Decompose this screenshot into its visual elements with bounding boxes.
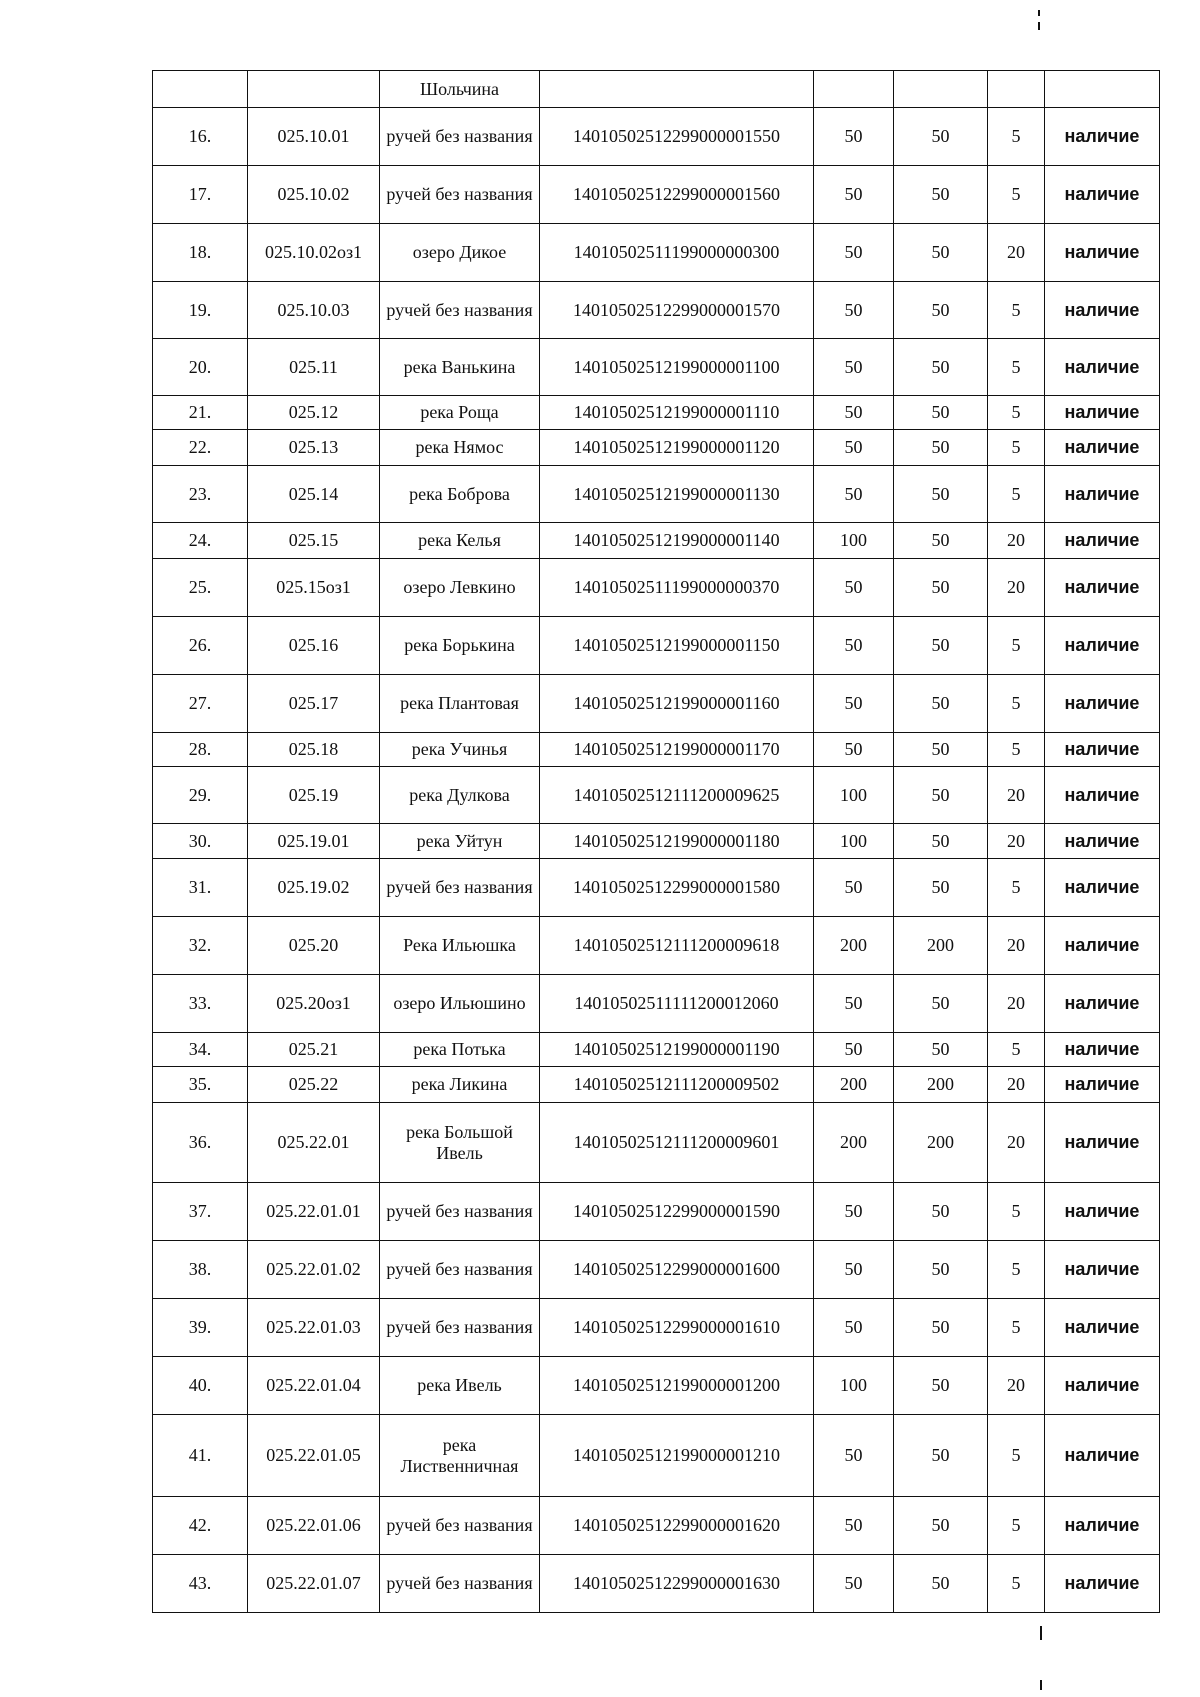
cell-value-3: 20 bbox=[988, 917, 1045, 975]
cell-status: наличие bbox=[1045, 824, 1160, 859]
cell-name: Река Ильюшка bbox=[380, 917, 540, 975]
cell-value-2: 50 bbox=[894, 559, 988, 617]
table-row bbox=[153, 917, 1160, 975]
cell-name: река Плантовая bbox=[380, 675, 540, 733]
table-row bbox=[153, 1067, 1160, 1103]
cell-value-2: 50 bbox=[894, 1497, 988, 1555]
cell-value-2: 50 bbox=[894, 1241, 988, 1299]
cell-number: 24. bbox=[153, 523, 248, 559]
cell-registry-id: 14010502512199000001120 bbox=[540, 430, 814, 466]
cell-value-2: 50 bbox=[894, 166, 988, 224]
cell-number: 20. bbox=[153, 339, 248, 396]
cell-status: наличие bbox=[1045, 339, 1160, 396]
cell-code: 025.22.01.04 bbox=[248, 1357, 380, 1415]
cell-status: наличие bbox=[1045, 1497, 1160, 1555]
cell-value-3: 5 bbox=[988, 466, 1045, 523]
cell-code: 025.16 bbox=[248, 617, 380, 675]
cell-name: река Большой Ивель bbox=[380, 1103, 540, 1183]
table-row bbox=[153, 166, 1160, 224]
cell-value-1: 100 bbox=[814, 824, 894, 859]
cell-value-2: 50 bbox=[894, 1415, 988, 1497]
cell-value-2: 50 bbox=[894, 975, 988, 1033]
cell-name: Шольчина bbox=[380, 71, 540, 108]
scan-margin-mark bbox=[1040, 1680, 1042, 1690]
table-row bbox=[153, 339, 1160, 396]
cell-registry-id: 14010502512299000001620 bbox=[540, 1497, 814, 1555]
cell-code: 025.19 bbox=[248, 767, 380, 824]
table-row bbox=[153, 859, 1160, 917]
cell-number: 42. bbox=[153, 1497, 248, 1555]
cell-status: наличие bbox=[1045, 917, 1160, 975]
cell-value-1: 200 bbox=[814, 917, 894, 975]
cell-value-3: 20 bbox=[988, 559, 1045, 617]
cell-code: 025.15 bbox=[248, 523, 380, 559]
cell-name: ручей без названия bbox=[380, 1299, 540, 1357]
cell-name: озеро Дикое bbox=[380, 224, 540, 282]
cell-registry-id: 14010502512111200009625 bbox=[540, 767, 814, 824]
cell-number: 40. bbox=[153, 1357, 248, 1415]
cell-value-3: 20 bbox=[988, 224, 1045, 282]
cell-number: 22. bbox=[153, 430, 248, 466]
cell-value-1: 50 bbox=[814, 1555, 894, 1613]
cell-registry-id: 14010502512299000001550 bbox=[540, 108, 814, 166]
cell-value-2: 50 bbox=[894, 767, 988, 824]
cell-name: озеро Левкино bbox=[380, 559, 540, 617]
cell-code: 025.18 bbox=[248, 733, 380, 767]
cell-value-1: 50 bbox=[814, 1033, 894, 1067]
cell-value-2: 50 bbox=[894, 824, 988, 859]
cell-name: река Уйтун bbox=[380, 824, 540, 859]
table-row bbox=[153, 396, 1160, 430]
table-row bbox=[153, 1241, 1160, 1299]
cell-name: река Нямос bbox=[380, 430, 540, 466]
cell-value-1: 50 bbox=[814, 224, 894, 282]
cell-value-1: 50 bbox=[814, 430, 894, 466]
cell-value-3: 5 bbox=[988, 675, 1045, 733]
cell-number: 33. bbox=[153, 975, 248, 1033]
cell-registry-id: 14010502512299000001600 bbox=[540, 1241, 814, 1299]
cell-registry-id: 14010502511199000000300 bbox=[540, 224, 814, 282]
cell-value-1: 100 bbox=[814, 523, 894, 559]
cell-registry-id: 14010502512199000001150 bbox=[540, 617, 814, 675]
cell-value-1: 50 bbox=[814, 559, 894, 617]
cell-code: 025.22 bbox=[248, 1067, 380, 1103]
cell-code: 025.12 bbox=[248, 396, 380, 430]
cell-code: 025.22.01.05 bbox=[248, 1415, 380, 1497]
cell-status: наличие bbox=[1045, 1415, 1160, 1497]
cell-value-3: 5 bbox=[988, 859, 1045, 917]
table-row bbox=[153, 1103, 1160, 1183]
table-row bbox=[153, 675, 1160, 733]
cell-number: 27. bbox=[153, 675, 248, 733]
cell-registry-id: 14010502512111200009618 bbox=[540, 917, 814, 975]
cell-code: 025.14 bbox=[248, 466, 380, 523]
cell-value-2: 50 bbox=[894, 466, 988, 523]
cell-value-3: 20 bbox=[988, 767, 1045, 824]
cell-status: наличие bbox=[1045, 1357, 1160, 1415]
cell-code: 025.13 bbox=[248, 430, 380, 466]
cell-status: наличие bbox=[1045, 617, 1160, 675]
cell-value-1: 50 bbox=[814, 1183, 894, 1241]
cell-name: река Ивель bbox=[380, 1357, 540, 1415]
cell-status: наличие bbox=[1045, 1103, 1160, 1183]
cell-name: река Роща bbox=[380, 396, 540, 430]
table-row bbox=[153, 733, 1160, 767]
cell-value-2: 50 bbox=[894, 1555, 988, 1613]
cell-registry-id: 14010502511199000000370 bbox=[540, 559, 814, 617]
cell-registry-id: 14010502512199000001210 bbox=[540, 1415, 814, 1497]
cell-code: 025.11 bbox=[248, 339, 380, 396]
cell-value-2: 50 bbox=[894, 1033, 988, 1067]
cell-code: 025.19.01 bbox=[248, 824, 380, 859]
cell-code: 025.20 bbox=[248, 917, 380, 975]
cell-value-1: 200 bbox=[814, 1067, 894, 1103]
cell-code: 025.22.01.01 bbox=[248, 1183, 380, 1241]
cell-value-3: 5 bbox=[988, 108, 1045, 166]
cell-registry-id: 14010502512111200009502 bbox=[540, 1067, 814, 1103]
cell-status: наличие bbox=[1045, 1033, 1160, 1067]
scan-margin-mark bbox=[1040, 1626, 1042, 1640]
table-row bbox=[153, 1415, 1160, 1497]
cell-value-2: 50 bbox=[894, 430, 988, 466]
cell-value-3: 5 bbox=[988, 1183, 1045, 1241]
cell-value-1: 50 bbox=[814, 282, 894, 339]
cell-value-3: 5 bbox=[988, 339, 1045, 396]
cell-status: наличие bbox=[1045, 282, 1160, 339]
cell-registry-id: 14010502512299000001630 bbox=[540, 1555, 814, 1613]
table-row bbox=[153, 1033, 1160, 1067]
cell-registry-id: 14010502512299000001580 bbox=[540, 859, 814, 917]
cell-name: ручей без названия bbox=[380, 1497, 540, 1555]
table-row bbox=[153, 1497, 1160, 1555]
cell-number: 18. bbox=[153, 224, 248, 282]
cell-number: 41. bbox=[153, 1415, 248, 1497]
cell-code: 025.15оз1 bbox=[248, 559, 380, 617]
cell-number: 35. bbox=[153, 1067, 248, 1103]
cell-code: 025.22.01.07 bbox=[248, 1555, 380, 1613]
cell-registry-id: 14010502512299000001610 bbox=[540, 1299, 814, 1357]
cell-value-2: 50 bbox=[894, 1357, 988, 1415]
cell-value-3: 5 bbox=[988, 1033, 1045, 1067]
cell-value-3: 20 bbox=[988, 1103, 1045, 1183]
table-row bbox=[153, 108, 1160, 166]
cell-value-1: 100 bbox=[814, 767, 894, 824]
cell-registry-id: 14010502512199000001190 bbox=[540, 1033, 814, 1067]
cell-status: наличие bbox=[1045, 1183, 1160, 1241]
cell-value-2: 50 bbox=[894, 1183, 988, 1241]
cell-code: 025.10.02 bbox=[248, 166, 380, 224]
cell-name: река Ванькина bbox=[380, 339, 540, 396]
cell-name: ручей без названия bbox=[380, 166, 540, 224]
table-row bbox=[153, 824, 1160, 859]
cell-number: 39. bbox=[153, 1299, 248, 1357]
cell-code: 025.22.01 bbox=[248, 1103, 380, 1183]
cell-registry-id: 14010502512199000001160 bbox=[540, 675, 814, 733]
cell-value-3: 20 bbox=[988, 1357, 1045, 1415]
cell-name: озеро Ильюшино bbox=[380, 975, 540, 1033]
cell-value-3: 5 bbox=[988, 1555, 1045, 1613]
cell-registry-id: 14010502511111200012060 bbox=[540, 975, 814, 1033]
cell-value-2: 50 bbox=[894, 733, 988, 767]
cell-value-2: 50 bbox=[894, 617, 988, 675]
cell-registry-id: 14010502512299000001590 bbox=[540, 1183, 814, 1241]
cell-status: наличие bbox=[1045, 523, 1160, 559]
table-row bbox=[153, 430, 1160, 466]
cell-status: наличие bbox=[1045, 1299, 1160, 1357]
cell-status: наличие bbox=[1045, 108, 1160, 166]
cell-code: 025.17 bbox=[248, 675, 380, 733]
cell-value-1: 50 bbox=[814, 1241, 894, 1299]
cell-registry-id: 14010502512199000001180 bbox=[540, 824, 814, 859]
cell-name: река Ликина bbox=[380, 1067, 540, 1103]
cell-code: 025.10.01 bbox=[248, 108, 380, 166]
cell-status: наличие bbox=[1045, 859, 1160, 917]
scan-margin-mark bbox=[1038, 22, 1040, 30]
cell-registry-id: 14010502512199000001140 bbox=[540, 523, 814, 559]
cell-name: ручей без названия bbox=[380, 1555, 540, 1613]
cell-value-3: 5 bbox=[988, 282, 1045, 339]
cell-value-1: 50 bbox=[814, 733, 894, 767]
cell-name: ручей без названия bbox=[380, 1183, 540, 1241]
cell-code: 025.20оз1 bbox=[248, 975, 380, 1033]
table-row bbox=[153, 523, 1160, 559]
cell-number: 30. bbox=[153, 824, 248, 859]
cell-value-2: 50 bbox=[894, 282, 988, 339]
cell-code: 025.19.02 bbox=[248, 859, 380, 917]
cell-code: 025.21 bbox=[248, 1033, 380, 1067]
cell-status: наличие bbox=[1045, 224, 1160, 282]
cell-value-3: 5 bbox=[988, 166, 1045, 224]
cell-value-2: 50 bbox=[894, 523, 988, 559]
cell-registry-id: 14010502512199000001100 bbox=[540, 339, 814, 396]
cell-value-1: 50 bbox=[814, 859, 894, 917]
table-row bbox=[153, 224, 1160, 282]
cell-registry-id: 14010502512199000001110 bbox=[540, 396, 814, 430]
cell-value-3: 5 bbox=[988, 1299, 1045, 1357]
cell-value-1: 50 bbox=[814, 617, 894, 675]
cell-number: 38. bbox=[153, 1241, 248, 1299]
cell-value-3: 5 bbox=[988, 1241, 1045, 1299]
cell-status: наличие bbox=[1045, 767, 1160, 824]
table-row bbox=[153, 282, 1160, 339]
cell-value-1: 50 bbox=[814, 396, 894, 430]
cell-value-3: 20 bbox=[988, 1067, 1045, 1103]
cell-name: река Лиственничная bbox=[380, 1415, 540, 1497]
table-row bbox=[153, 1555, 1160, 1613]
cell-code: 025.10.03 bbox=[248, 282, 380, 339]
cell-value-2: 200 bbox=[894, 1103, 988, 1183]
cell-registry-id: 14010502512199000001170 bbox=[540, 733, 814, 767]
cell-number: 43. bbox=[153, 1555, 248, 1613]
cell-value-2: 50 bbox=[894, 396, 988, 430]
cell-name: ручей без названия bbox=[380, 859, 540, 917]
cell-value-1: 50 bbox=[814, 1497, 894, 1555]
cell-registry-id: 14010502512199000001200 bbox=[540, 1357, 814, 1415]
cell-value-3: 5 bbox=[988, 1497, 1045, 1555]
cell-value-3: 5 bbox=[988, 396, 1045, 430]
cell-status: наличие bbox=[1045, 1555, 1160, 1613]
cell-number: 17. bbox=[153, 166, 248, 224]
cell-value-3: 20 bbox=[988, 523, 1045, 559]
cell-registry-id: 14010502512199000001130 bbox=[540, 466, 814, 523]
table-row bbox=[153, 466, 1160, 523]
cell-name: река Боброва bbox=[380, 466, 540, 523]
cell-value-2: 200 bbox=[894, 1067, 988, 1103]
cell-value-3: 5 bbox=[988, 617, 1045, 675]
cell-status: наличие bbox=[1045, 1241, 1160, 1299]
cell-number: 34. bbox=[153, 1033, 248, 1067]
cell-name: река Учинья bbox=[380, 733, 540, 767]
cell-number: 25. bbox=[153, 559, 248, 617]
cell-status: наличие bbox=[1045, 675, 1160, 733]
cell-status: наличие bbox=[1045, 733, 1160, 767]
cell-name: ручей без названия bbox=[380, 108, 540, 166]
cell-status: наличие bbox=[1045, 975, 1160, 1033]
cell-value-2: 50 bbox=[894, 859, 988, 917]
table-row bbox=[153, 1183, 1160, 1241]
cell-value-2: 50 bbox=[894, 1299, 988, 1357]
cell-status: наличие bbox=[1045, 430, 1160, 466]
cell-value-1: 50 bbox=[814, 339, 894, 396]
cell-number: 29. bbox=[153, 767, 248, 824]
cell-status: наличие bbox=[1045, 559, 1160, 617]
cell-number: 28. bbox=[153, 733, 248, 767]
cell-number: 16. bbox=[153, 108, 248, 166]
table-row-continuation bbox=[153, 71, 1160, 108]
cell-value-3: 5 bbox=[988, 733, 1045, 767]
cell-code: 025.22.01.02 bbox=[248, 1241, 380, 1299]
cell-value-2: 50 bbox=[894, 339, 988, 396]
cell-status: наличие bbox=[1045, 166, 1160, 224]
cell-name: ручей без названия bbox=[380, 1241, 540, 1299]
cell-number: 32. bbox=[153, 917, 248, 975]
cell-value-2: 50 bbox=[894, 224, 988, 282]
cell-value-3: 5 bbox=[988, 1415, 1045, 1497]
cell-number: 31. bbox=[153, 859, 248, 917]
cell-registry-id: 14010502512299000001570 bbox=[540, 282, 814, 339]
cell-name: ручей без названия bbox=[380, 282, 540, 339]
cell-code: 025.10.02оз1 bbox=[248, 224, 380, 282]
table-row bbox=[153, 559, 1160, 617]
cell-number: 37. bbox=[153, 1183, 248, 1241]
water-objects-table bbox=[152, 70, 1160, 1613]
cell-value-3: 20 bbox=[988, 975, 1045, 1033]
cell-number: 19. bbox=[153, 282, 248, 339]
cell-value-1: 50 bbox=[814, 166, 894, 224]
cell-value-3: 5 bbox=[988, 430, 1045, 466]
cell-value-1: 100 bbox=[814, 1357, 894, 1415]
cell-name: река Келья bbox=[380, 523, 540, 559]
table-row bbox=[153, 1357, 1160, 1415]
cell-value-2: 50 bbox=[894, 675, 988, 733]
cell-name: река Дулкова bbox=[380, 767, 540, 824]
cell-registry-id: 14010502512299000001560 bbox=[540, 166, 814, 224]
cell-number: 21. bbox=[153, 396, 248, 430]
cell-name: река Потька bbox=[380, 1033, 540, 1067]
cell-name: река Борькина bbox=[380, 617, 540, 675]
cell-status: наличие bbox=[1045, 466, 1160, 523]
cell-value-2: 50 bbox=[894, 108, 988, 166]
table-body bbox=[153, 71, 1160, 1613]
cell-value-1: 50 bbox=[814, 975, 894, 1033]
cell-code: 025.22.01.03 bbox=[248, 1299, 380, 1357]
cell-status: наличие bbox=[1045, 396, 1160, 430]
scan-margin-mark bbox=[1038, 10, 1040, 16]
cell-number: 36. bbox=[153, 1103, 248, 1183]
cell-value-1: 50 bbox=[814, 1415, 894, 1497]
cell-value-2: 200 bbox=[894, 917, 988, 975]
cell-number: 26. bbox=[153, 617, 248, 675]
cell-value-1: 50 bbox=[814, 466, 894, 523]
table-row bbox=[153, 1299, 1160, 1357]
cell-value-1: 50 bbox=[814, 1299, 894, 1357]
table-row bbox=[153, 975, 1160, 1033]
cell-number: 23. bbox=[153, 466, 248, 523]
cell-value-3: 20 bbox=[988, 824, 1045, 859]
table-row bbox=[153, 767, 1160, 824]
cell-code: 025.22.01.06 bbox=[248, 1497, 380, 1555]
cell-value-1: 50 bbox=[814, 108, 894, 166]
cell-registry-id: 14010502512111200009601 bbox=[540, 1103, 814, 1183]
cell-value-1: 50 bbox=[814, 675, 894, 733]
table-row bbox=[153, 617, 1160, 675]
cell-status: наличие bbox=[1045, 1067, 1160, 1103]
cell-value-1: 200 bbox=[814, 1103, 894, 1183]
